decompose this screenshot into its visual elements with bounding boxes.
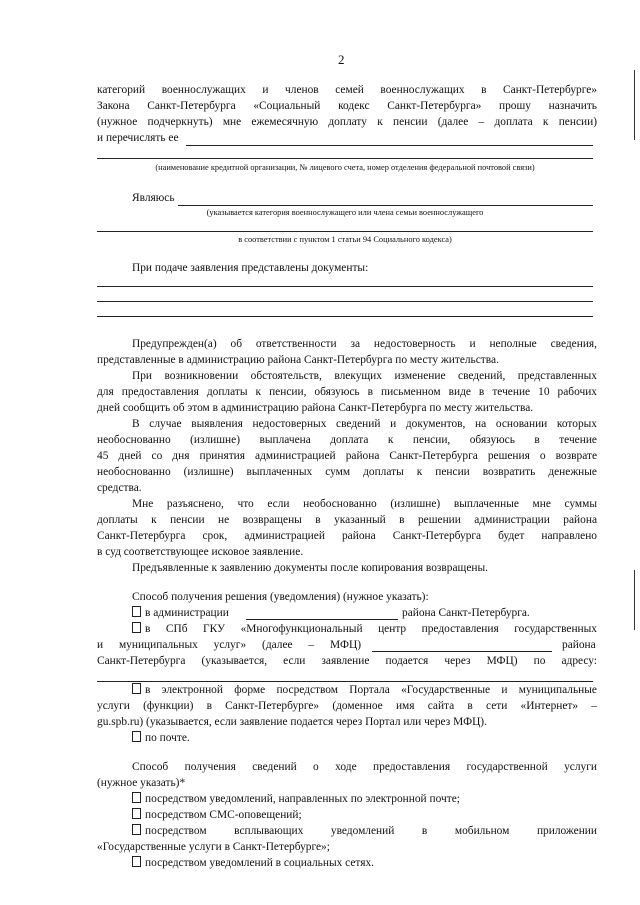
warning-line: средства.	[97, 482, 142, 494]
mfc-district-field[interactable]	[372, 651, 552, 652]
warning-line: Предъявленные к заявлению документы после копирования возвращены.	[132, 562, 488, 574]
intro-line: категорий военнослужащих и членов семей военнослужащих в Санкт-Петербурге»	[97, 84, 597, 96]
decision-option-portal[interactable]	[132, 683, 597, 698]
checkbox-icon[interactable]	[132, 792, 141, 803]
page-edge-mark	[634, 70, 635, 140]
warning-line: Предупрежден(а) об ответственности за недостоверность и неполные сведения,	[132, 338, 597, 350]
page-number: 2	[338, 52, 345, 67]
status-caption: (указывается категория военнослужащего или члена семьи военнослужащего	[206, 208, 484, 217]
option-label: в СПб ГКУ «Многофункциональный центр предоставления государственных	[145, 623, 597, 635]
warning-line: дней сообщить об этом в администрацию района Санкт-Петербурга по месту жительства.	[97, 402, 534, 414]
option-label: района	[562, 639, 596, 651]
option-label: посредством СМС-оповещений;	[145, 809, 302, 821]
checkbox-icon[interactable]	[132, 808, 141, 819]
decision-option-administration[interactable]	[132, 606, 229, 621]
bank-details-field[interactable]	[186, 145, 593, 146]
warning-line: доплаты к пенсии не возвращены в указанный в решении администрации района	[97, 514, 597, 526]
status-field[interactable]	[178, 205, 593, 206]
info-option-mobile-app[interactable]	[132, 824, 597, 839]
documents-label: При подаче заявления представлены документы:	[132, 262, 369, 274]
option-label: «Государственные услуги в Санкт-Петербурге»;	[97, 841, 330, 853]
option-label: в администрации	[145, 607, 229, 619]
checkbox-icon[interactable]	[132, 824, 141, 835]
option-label: по почте.	[145, 732, 190, 744]
info-title: (нужное указать)*	[97, 777, 186, 789]
warning-line: Мне разъяснено, что если необоснованно (излишне) выплаченные мне суммы	[132, 498, 597, 510]
option-label: посредством всплывающих уведомлений в мобильном приложении	[145, 825, 597, 837]
administration-district-field[interactable]	[246, 619, 398, 620]
intro-line: (нужное подчеркнуть) мне ежемесячную доплату к пенсии (далее – доплата к пенсии)	[97, 116, 597, 128]
warning-line: представленные в администрацию района Санкт-Петербурга по месту жительства.	[97, 354, 499, 366]
option-label: Санкт-Петербурга (указывается, если заявление подается через МФЦ) по адресу:	[97, 655, 597, 667]
option-label: gu.spb.ru) (указывается, если заявление подается через Портал или через МФЦ).	[97, 716, 487, 728]
checkbox-icon[interactable]	[132, 683, 141, 694]
status-label: Являюсь	[132, 192, 175, 204]
option-label: в электронной форме посредством Портала «Государственные и муниципальные	[145, 684, 597, 696]
warning-line: в суд соответствующее исковое заявление.	[97, 546, 304, 558]
option-label: услуги (функции) в Санкт-Петербурге» (доменное имя сайта в сети «Интернет» –	[97, 700, 597, 712]
status-caption: в соответствии с пунктом 1 статьи 94 Социального кодекса)	[238, 235, 452, 244]
warning-line: для предоставления доплаты к пенсии, обязуюсь в письменном виде в течение 10 рабочих	[97, 386, 597, 398]
option-label: района Санкт-Петербурга.	[402, 607, 530, 619]
checkbox-icon[interactable]	[132, 622, 141, 633]
status-field-2[interactable]	[97, 231, 593, 232]
warning-line: необоснованно (излишне) выплачена доплата к пенсии, обязуюсь в течение	[97, 434, 597, 446]
option-label: посредством уведомлений, направленных по электронной почте;	[145, 793, 460, 805]
info-option-email[interactable]	[132, 792, 460, 807]
mfc-address-field[interactable]	[97, 681, 593, 682]
intro-line: Закона Санкт-Петербурга «Социальный кодекс Санкт-Петербурга» прошу назначить	[97, 100, 597, 112]
warning-line: При возникновении обстоятельств, влекущих изменение сведений, представленных	[132, 370, 597, 382]
intro-line: и перечислять ее	[97, 132, 179, 144]
warning-line: Санкт-Петербурга срок, администрацией района Санкт-Петербурга будет направлено	[97, 530, 597, 542]
option-label: посредством уведомлений в социальных сетях.	[145, 857, 375, 869]
info-option-social[interactable]	[132, 856, 374, 871]
decision-option-mfc[interactable]	[132, 622, 597, 637]
checkbox-icon[interactable]	[132, 606, 141, 617]
bank-caption: (наименование кредитной организации, № лицевого счета, номер отделения федеральной почтовой связи)	[155, 163, 535, 172]
checkbox-icon[interactable]	[132, 856, 141, 867]
info-option-sms[interactable]	[132, 808, 302, 823]
checkbox-icon[interactable]	[132, 731, 141, 742]
page-edge-mark	[634, 570, 635, 630]
documents-field[interactable]	[97, 286, 593, 287]
warning-line: 45 дней со дня принятия администрацией района Санкт-Петербурга решения о возврате	[97, 450, 597, 462]
decision-option-mail[interactable]	[132, 731, 190, 746]
decision-title: Способ получения решения (уведомления) (нужное указать):	[132, 591, 429, 603]
info-title: Способ получения сведений о ходе предоставления государственной услуги	[132, 761, 597, 773]
bank-details-field-2[interactable]	[97, 158, 593, 159]
documents-field[interactable]	[97, 301, 593, 302]
option-label: и муниципальных услуг» (далее – МФЦ)	[97, 639, 361, 651]
warning-line: необоснованно (излишне) выплаченных сумм доплаты к пенсии возвратить денежные	[97, 466, 597, 478]
warning-line: В случае выявления недостоверных сведений и документов, на основании которых	[132, 418, 597, 430]
documents-field[interactable]	[97, 316, 593, 317]
